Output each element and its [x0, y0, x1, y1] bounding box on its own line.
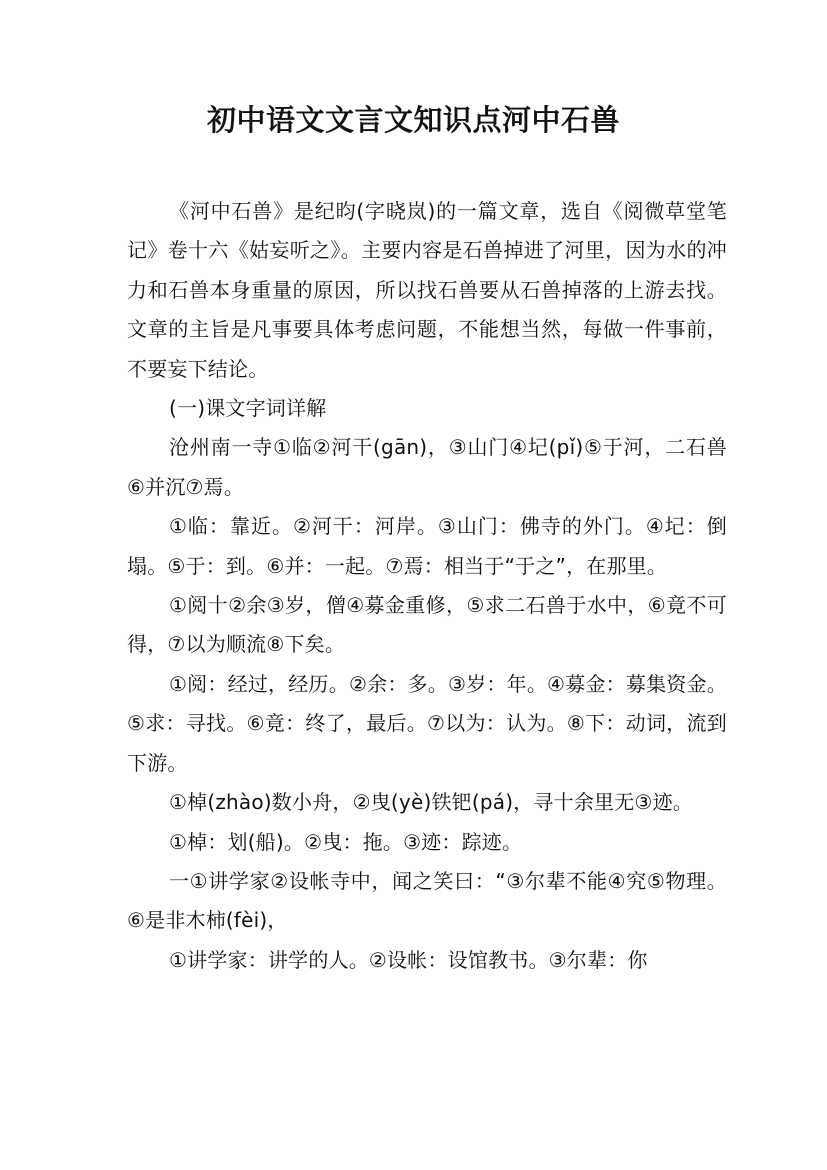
paragraph-intro: 《河中石兽》是纪昀(字晓岚)的一篇文章，选自《阅微草堂笔记》卷十六《姑妄听之》。主要内容是石兽掉进了河里，因为水的冲力和石兽本身重量的原因，所以找石兽要从石兽掉落的上游去找。文章的主旨是凡事要具体考虑问题，不能想当然，每做一件事前，不要妄下结论。 [127, 199, 727, 381]
document-body [127, 192, 727, 980]
document-title: 初中语文文言文知识点河中石兽 [206, 103, 620, 137]
paragraph-notes-1: ①临：靠近。②河干：河岸。③山门：佛寺的外门。④圮：倒塌。⑤于：到。⑥并：一起。⑦焉：相当于“于之”，在那里。 [127, 514, 727, 578]
section-heading: (一)课文字词详解 [169, 396, 327, 421]
paragraph-original-3: ①棹(zhào)数小舟，②曳(yè)铁钯(pá)，寻十余里无③迹。 [169, 790, 693, 815]
paragraph-notes-2: ①阅：经过，经历。②余：多。③岁：年。④募金：募集资金。⑤求：寻找。⑥竟：终了，最后。⑦以为：认为。⑧下：动词，流到下游。 [127, 671, 727, 775]
paragraph-original-1: 沧州南一寺①临②河干(gān)，③山门④圮(pǐ)⑤于河，二石兽⑥并沉⑦焉。 [127, 435, 727, 499]
paragraph-notes-4: ①讲学家：讲学的人。②设帐：设馆教书。③尔辈：你 [169, 947, 648, 972]
paragraph-notes-3: ①棹：划(船)。②曳：拖。③迹：踪迹。 [169, 829, 523, 854]
paragraph-original-2: ①阅十②余③岁，僧④募金重修，⑤求二石兽于水中，⑥竟不可得，⑦以为顺流⑧下矣。 [127, 593, 727, 657]
paragraph-original-4: 一①讲学家②设帐寺中，闻之笑曰：“③尔辈不能④究⑤物理。⑥是非木柿(fèi)， [127, 868, 727, 933]
